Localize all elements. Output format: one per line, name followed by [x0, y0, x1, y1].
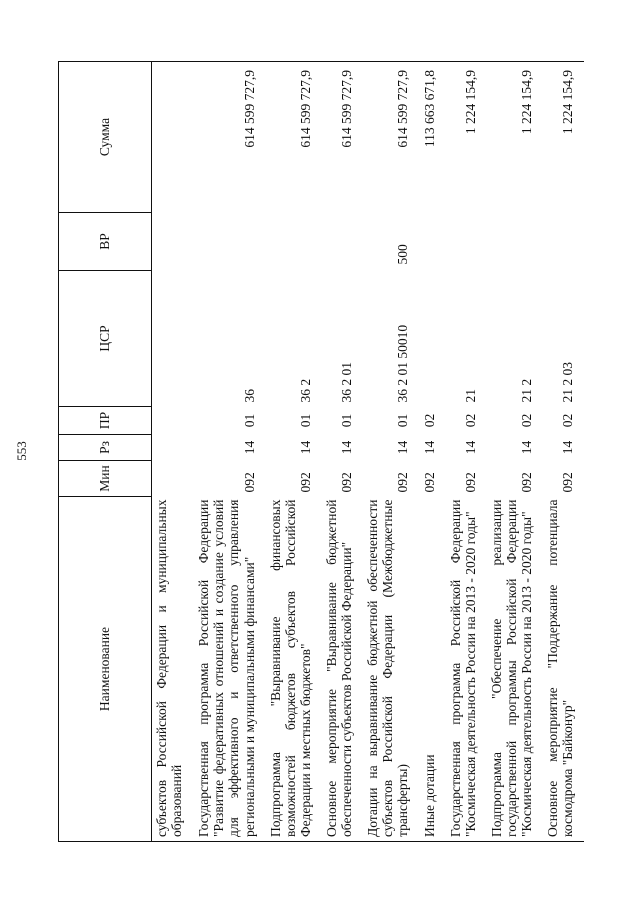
row-min: 092 [241, 472, 257, 493]
row-pr: 01 [241, 413, 257, 428]
row-sum: 614 599 727,9 [266, 62, 322, 213]
header-sum: Сумма [59, 62, 152, 213]
row-csr: 21 2 [519, 378, 535, 403]
row-name: Основное мероприятие "Выравнивание бюджетной обеспеченности субъектов Российской Федерации" [322, 497, 363, 842]
row-rz: 14 [519, 440, 535, 455]
row-vr [543, 213, 584, 271]
row-rz: 14 [339, 440, 355, 455]
row-pr: 02 [421, 413, 437, 428]
header-csr: ЦСР [59, 271, 152, 407]
row-min: 092 [339, 472, 355, 493]
row-csr: 36 [241, 389, 257, 403]
row-vr [194, 213, 265, 271]
row-pr: 01 [395, 413, 411, 428]
row-sum: 1 224 154,9 [543, 62, 584, 213]
row-sum: 614 599 727,9 [322, 62, 363, 213]
row-pr: 01 [339, 413, 355, 428]
row-rz [152, 435, 195, 461]
row-rz: 14 [241, 440, 257, 455]
row-sum: 614 599 727,9 [194, 62, 265, 213]
table-row [420, 62, 446, 842]
row-vr [266, 213, 322, 271]
table-row [194, 62, 265, 842]
table-row [487, 62, 543, 842]
table-header [59, 62, 152, 842]
row-csr: 36 2 01 [339, 362, 355, 403]
row-min [152, 461, 195, 497]
row-rz: 14 [462, 440, 478, 455]
header-rz: Рз [59, 435, 152, 461]
row-pr [152, 407, 195, 435]
row-pr: 02 [462, 413, 478, 428]
budget-table [58, 61, 584, 842]
row-csr: 21 2 03 [560, 362, 576, 403]
row-rz: 14 [560, 440, 576, 455]
row-name: Государственная программа Российской Федерации "Развитие федеративных отношений и создание условий для эффективного и ответственного управления региональными и муниципальными финансами" [194, 497, 265, 842]
row-min: 092 [297, 472, 313, 493]
row-min: 092 [462, 472, 478, 493]
row-sum: 1 224 154,9 [446, 62, 487, 213]
header-min: Мин [59, 461, 152, 497]
row-name: Государственная программа Российской Федерации "Космическая деятельность России на 2013 - 2020 годы" [446, 497, 487, 842]
row-min: 092 [421, 472, 437, 493]
row-rz: 14 [297, 440, 313, 455]
row-pr: 02 [519, 413, 535, 428]
row-rz: 14 [395, 440, 411, 455]
header-pr: ПР [59, 407, 152, 435]
row-name: Дотации на выравнивание бюджетной обеспеченности субъектов Российской Федерации (Межбюджетные трансферты) [363, 497, 419, 842]
row-rz: 14 [421, 440, 437, 455]
row-min: 092 [560, 472, 576, 493]
header-name: Наименование [59, 497, 152, 842]
row-csr: 36 2 01 50010 [395, 324, 411, 403]
row-vr [152, 213, 195, 271]
table-row [446, 62, 487, 842]
row-sum: 614 599 727,9 [363, 62, 419, 213]
row-pr: 02 [560, 413, 576, 428]
row-name: Подпрограмма "Обеспечение реализации государственной программы Российской Федерации "Космическая деятельность России на 2013 - 2020 годы" [487, 497, 543, 842]
row-csr [152, 271, 195, 407]
row-sum: 113 663 671,8 [420, 62, 446, 213]
table-row [363, 62, 419, 842]
row-vr [420, 213, 446, 271]
page-number: 553 [14, 441, 29, 461]
row-csr [420, 271, 446, 407]
rotated-page-content [58, 62, 598, 842]
row-min: 092 [395, 472, 411, 493]
row-name: Основное мероприятие "Поддержание потенциала космодрома "Байконур" [543, 497, 584, 842]
row-min: 092 [519, 472, 535, 493]
row-pr: 01 [297, 413, 313, 428]
row-sum: 1 224 154,9 [487, 62, 543, 213]
row-name: Иные дотации [420, 497, 446, 842]
row-name: субъектов Российской Федерации и муниципальных образований [152, 497, 195, 842]
row-csr: 36 2 [297, 378, 313, 403]
table-row [322, 62, 363, 842]
row-vr [322, 213, 363, 271]
header-vr: ВР [59, 213, 152, 271]
table-row [152, 62, 195, 842]
row-name: Подпрограмма "Выравнивание финансовых возможностей бюджетов субъектов Российской Федерации и местных бюджетов" [266, 497, 322, 842]
row-vr [446, 213, 487, 271]
table-row [543, 62, 584, 842]
table-body [152, 62, 585, 842]
row-vr [487, 213, 543, 271]
row-vr: 500 [395, 244, 411, 265]
row-csr: 21 [462, 389, 478, 403]
row-sum [152, 62, 195, 213]
table-row [266, 62, 322, 842]
